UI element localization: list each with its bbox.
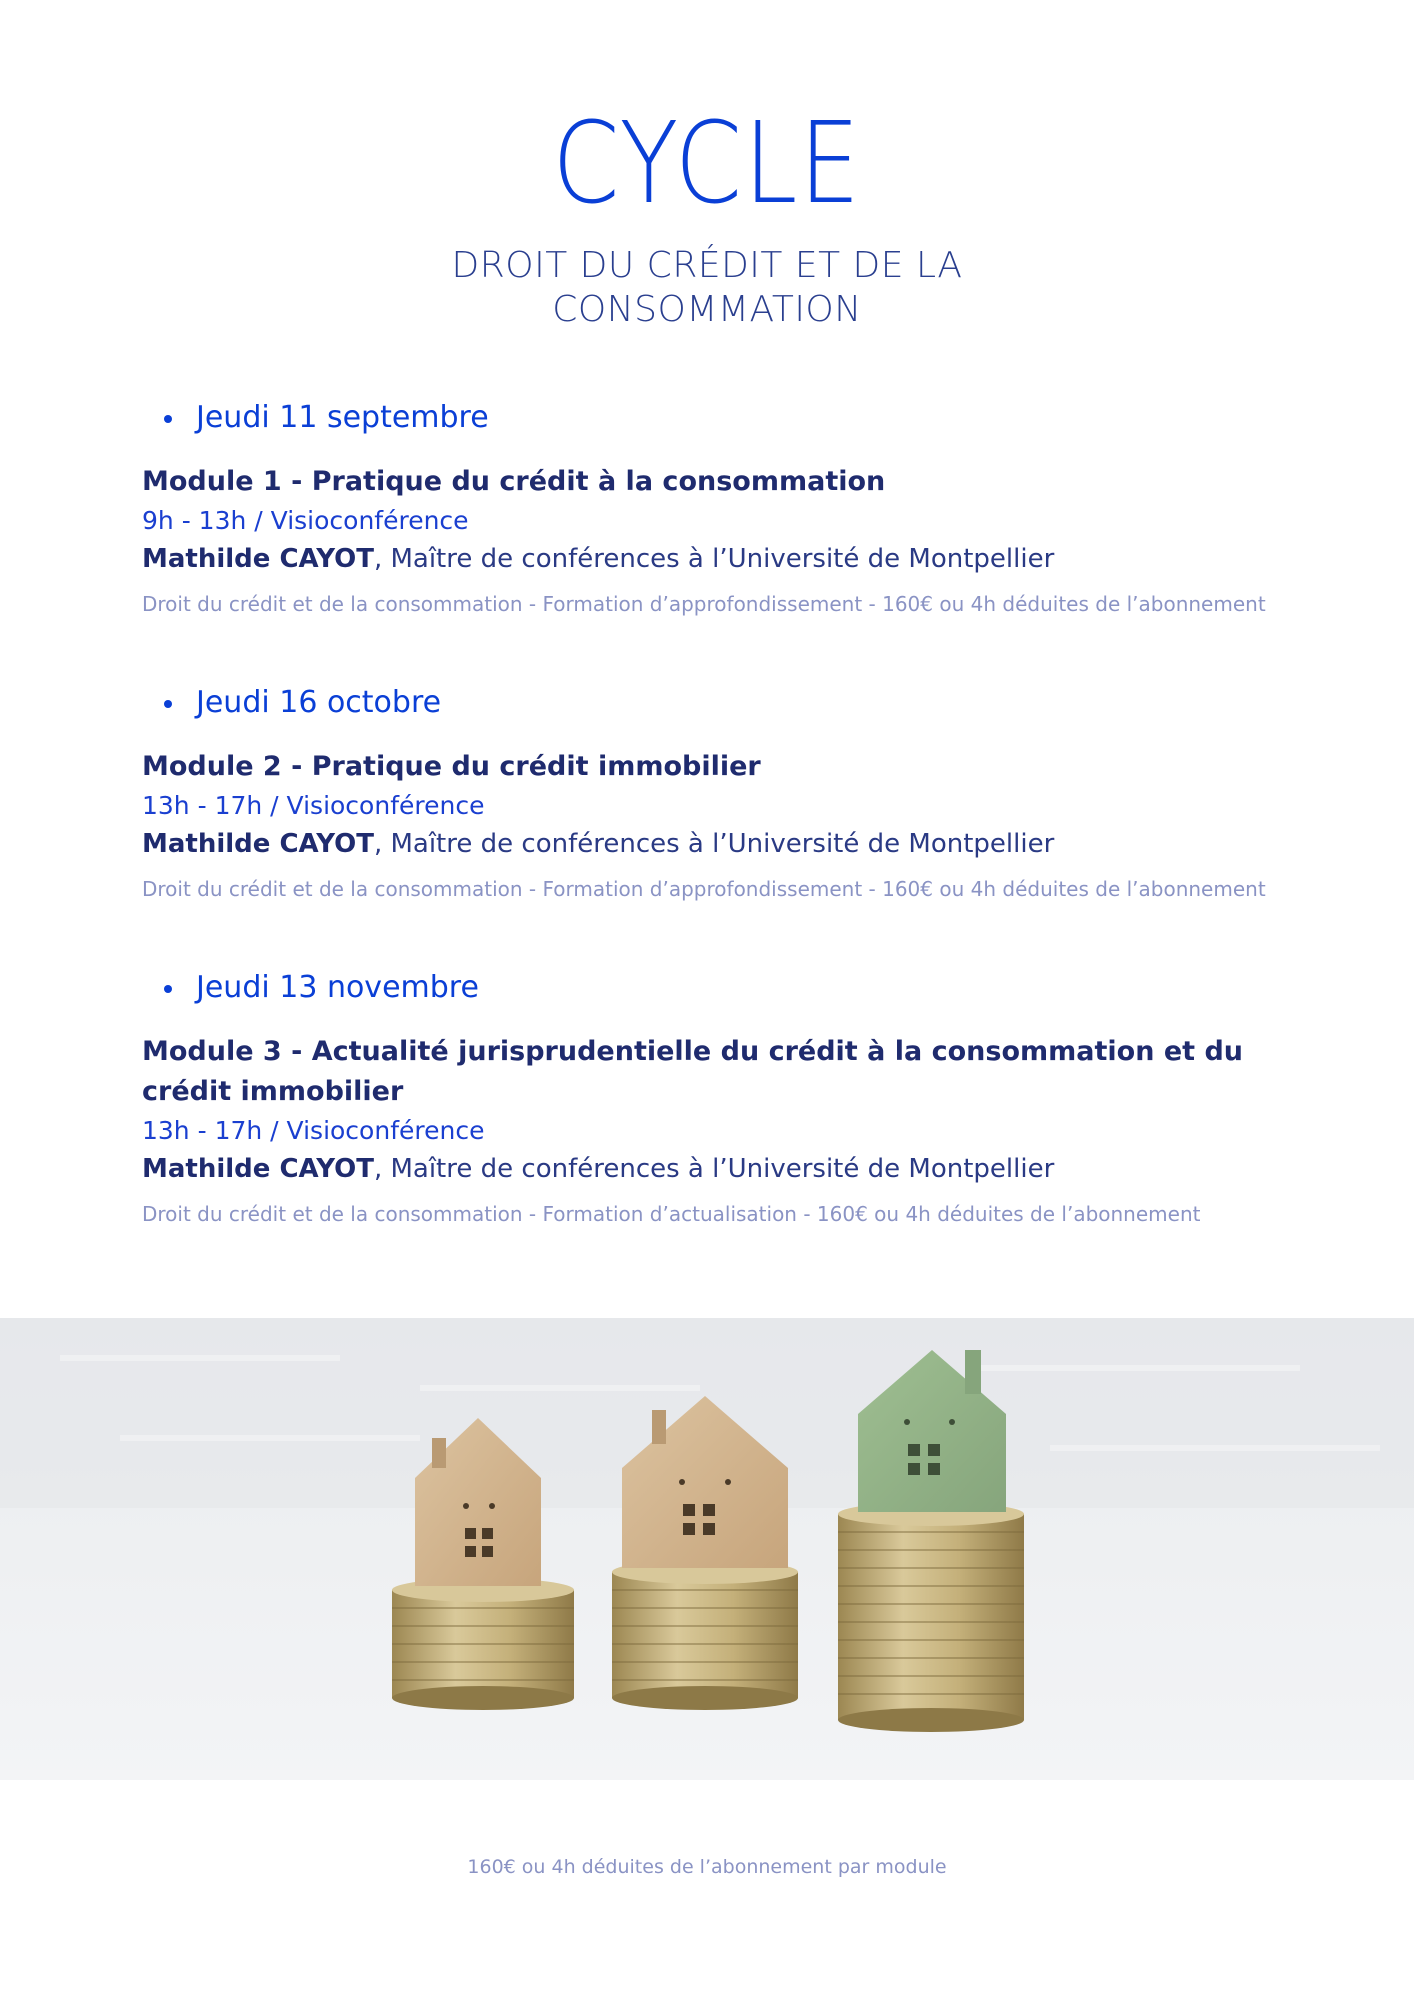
coin-stack-3 <box>838 1502 1024 1732</box>
speaker-name: Mathilde CAYOT <box>142 829 374 859</box>
houses-on-coins-photo <box>0 1318 1414 1780</box>
speaker-name: Mathilde CAYOT <box>142 544 374 574</box>
event-date: Jeudi 16 octobre <box>196 685 442 720</box>
event-date-row <box>142 398 1272 438</box>
speaker-name: Mathilde CAYOT <box>142 1154 374 1184</box>
module-speaker <box>142 1150 1272 1188</box>
event-2 <box>142 683 1272 903</box>
module-time: 13h - 17h / Visioconférence <box>142 1116 485 1145</box>
event-date: Jeudi 11 septembre <box>196 400 489 435</box>
event-1 <box>142 398 1272 618</box>
module-info: Droit du crédit et de la consommation - Formation d’approfondissement - 160€ ou 4h déduites de l’abonnement <box>142 592 1266 616</box>
event-3 <box>142 968 1272 1228</box>
speaker-role: , Maître de conférences à l’Université de Montpellier <box>373 829 1055 859</box>
event-date-row <box>142 683 1272 723</box>
module-title: Module 3 - Actualité jurisprudentielle du crédit à la consommation et du crédit immobilier <box>142 1036 1243 1107</box>
bullet-icon <box>164 985 172 993</box>
speaker-role: , Maître de conférences à l’Université de Montpellier <box>373 1154 1055 1184</box>
coin-stack-2 <box>612 1560 798 1710</box>
footer-note: 160€ ou 4h déduites de l’abonnement par module <box>467 1856 947 1878</box>
page-subtitle: DROIT DU CRÉDIT ET DE LA CONSOMMATION <box>451 245 963 330</box>
houses-coins-illustration <box>0 1318 1414 1780</box>
module-time: 13h - 17h / Visioconférence <box>142 791 485 820</box>
coin-stack-1 <box>392 1578 574 1710</box>
module-speaker <box>142 540 1272 578</box>
bullet-icon <box>164 700 172 708</box>
page-title: CYCLE <box>552 99 862 229</box>
module-title: Module 2 - Pratique du crédit immobilier <box>142 751 761 782</box>
module-time: 9h - 13h / Visioconférence <box>142 506 469 535</box>
module-title: Module 1 - Pratique du crédit à la consommation <box>142 466 886 497</box>
module-info: Droit du crédit et de la consommation - Formation d’approfondissement - 160€ ou 4h déduites de l’abonnement <box>142 877 1266 901</box>
module-speaker <box>142 825 1272 863</box>
bullet-icon <box>164 415 172 423</box>
event-date-row <box>142 968 1272 1008</box>
module-info: Droit du crédit et de la consommation - Formation d’actualisation - 160€ ou 4h déduites de l’abonnement <box>142 1202 1201 1226</box>
speaker-role: , Maître de conférences à l’Université de Montpellier <box>373 544 1055 574</box>
event-date: Jeudi 13 novembre <box>196 970 479 1005</box>
